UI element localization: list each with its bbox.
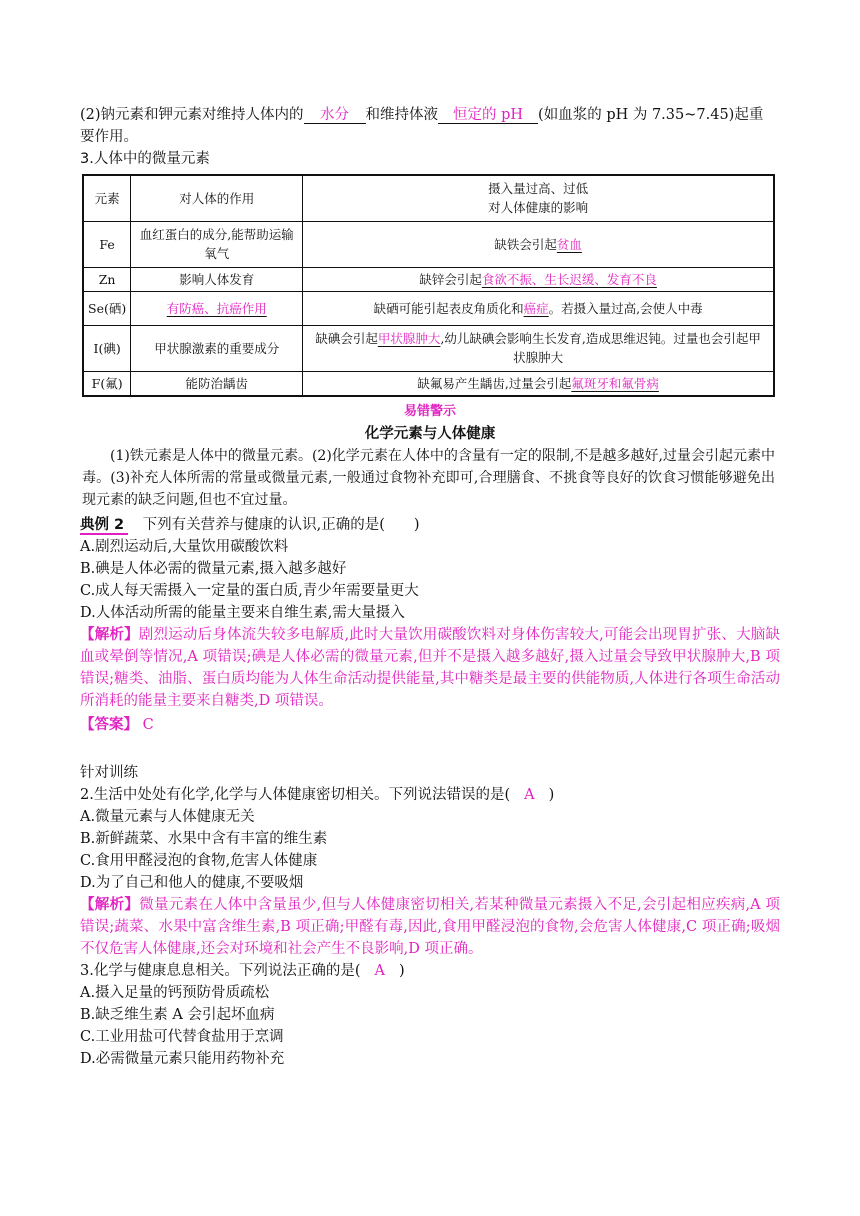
blank-ph: 恒定的 pH <box>438 107 538 124</box>
effect-answer: 食欲不振、生长迟缓、发育不良 <box>481 271 657 287</box>
option-b: B.碘是人体必需的微量元素,摄入越多越好 <box>80 561 347 577</box>
effect-cell <box>303 291 774 325</box>
example-question: 下列有关营养与健康的认识,正确的是( ) <box>142 517 420 533</box>
blank-water: 水分 <box>304 107 366 124</box>
role-cell <box>131 291 303 325</box>
warning-title: 化学元素与人体健康 <box>364 426 496 442</box>
answer-label: 【答案】 <box>80 717 138 733</box>
table-row <box>83 325 774 371</box>
option-c: C.成人每天需摄入一定量的蛋白质,青少年需要量更大 <box>80 583 419 599</box>
effect-cell <box>303 371 774 396</box>
role-cell: 影响人体发育 <box>131 267 303 291</box>
effect-cell <box>303 267 774 291</box>
option-a: A.剧烈运动后,大量饮用碳酸饮料 <box>80 539 289 555</box>
training-section <box>80 762 780 1070</box>
q3-option-d: D.必需微量元素只能用药物补充 <box>80 1051 285 1067</box>
intro-text-b: 和维持体液 <box>365 107 439 123</box>
q3-option-b: B.缺乏维生素 A 会引起坏血病 <box>80 1007 275 1023</box>
effect-text: 缺硒可能引起表皮角质化和 <box>373 300 524 316</box>
q2-analysis <box>80 894 780 960</box>
intro-paragraph <box>80 104 780 170</box>
q3-answer: A <box>374 963 385 979</box>
element-cell: Zn <box>83 267 131 291</box>
q2-analysis-text: 微量元素在人体中含量虽少,但与人体健康密切相关,若某种微量元素摄入不足,会引起相应疾病,A 项错误;蔬菜、水果中富含维生素,B 项正确;甲醛有毒,因此,食用甲醛浸泡的食物,会危害人体健康,C 项正确;吸烟不仅危害人体健康,还会对环境和社会产生不良影响,D 项正确。 <box>80 897 781 957</box>
element-cell: I(碘) <box>83 325 131 371</box>
training-title: 针对训练 <box>80 765 138 781</box>
effect-answer: 氟斑牙和氟骨病 <box>571 375 659 391</box>
q3-option-c: C.工业用盐可代替食盐用于烹调 <box>80 1029 284 1045</box>
intro-text-d: 要作用。 <box>80 129 138 145</box>
role-cell: 甲状腺激素的重要成分 <box>131 325 303 371</box>
header-element: 元素 <box>83 175 131 221</box>
effect-text: 缺铁会引起 <box>494 236 557 252</box>
element-cell: F(氟) <box>83 371 131 396</box>
analysis-label: 【解析】 <box>80 627 139 643</box>
header-role: 对人体的作用 <box>131 175 303 221</box>
option-d: D.人体活动所需的能量主要来自维生素,需大量摄入 <box>80 605 405 621</box>
header-effect-line1: 摄入量过高、过低 <box>488 181 589 197</box>
effect-text-post: 。若摄入量过高,会使人中毒 <box>548 300 703 316</box>
q2-answer: A <box>524 787 535 803</box>
q2-analysis-label: 【解析】 <box>80 897 140 913</box>
table-row <box>83 221 774 267</box>
effect-cell <box>303 221 774 267</box>
effect-answer: 甲状腺肿大 <box>377 331 441 346</box>
role-answer: 有防癌、抗癌作用 <box>166 300 267 316</box>
q3-stem: 3.化学与健康息息相关。下列说法正确的是( <box>80 963 361 979</box>
effect-cell <box>303 325 774 371</box>
trace-element-table <box>82 174 775 397</box>
q3-close: ) <box>398 963 405 979</box>
table-row <box>83 291 774 325</box>
role-cell <box>131 221 303 267</box>
q2-option-c: C.食用甲醛浸泡的食物,危害人体健康 <box>80 853 318 869</box>
element-cell: Fe <box>83 221 131 267</box>
example-tag: 典例 2 <box>80 517 128 535</box>
q2-option-b: B.新鲜蔬菜、水果中含有丰富的维生素 <box>80 831 328 847</box>
effect-text-post2: 状腺肿大 <box>513 350 564 365</box>
warning-body: (1)铁元素是人体中的微量元素。(2)化学元素在人体中的含量有一定的限制,不是越多越好,过量会引起元素中毒。(3)补充人体所需的常量或微量元素,一般通过食物补充即可,合理膳食、不挑食等良好的饮食习惯能够避免出现元素的缺乏问题,但也不宜过量。 <box>82 448 775 508</box>
header-effect <box>303 175 774 221</box>
q2-close: ) <box>548 787 555 803</box>
table-row <box>83 371 774 396</box>
effect-text: 缺锌会引起 <box>419 271 482 287</box>
header-effect-line2: 对人体健康的影响 <box>488 200 589 216</box>
example-2 <box>80 514 780 736</box>
analysis-text: 剧烈运动后身体流失较多电解质,此时大量饮用碳酸饮料对身体伤害较大,可能会出现胃扩张、大脑缺血或晕倒等情况,A 项错误;碘是人体必需的微量元素,但并不是摄入越多越好,摄入过量会导致甲状腺肿大,B 项错误;糖类、油脂、蛋白质均能为人体生命活动提供能量,其中糖类是最主要的供能物质,人体进行各项生命活动所消耗的能量主要来自糖类,D 项错误。 <box>80 627 781 709</box>
effect-answer: 癌症 <box>523 300 549 316</box>
effect-text-post: ,幼儿缺碘会影响生长发育,造成思维迟钝。过量也会引起甲 <box>440 331 761 346</box>
section-title-trace-elements: 3.人体中的微量元素 <box>80 151 210 167</box>
answer-value: C <box>142 717 154 733</box>
intro-text-c: (如血浆的 pH 为 7.35~7.45)起重 <box>538 107 764 123</box>
intro-text-a: (2)钠元素和钾元素对维持人体内的 <box>80 107 304 123</box>
role-line1: 血红蛋白的成分,能帮助运输 <box>139 227 294 242</box>
table-row <box>83 267 774 291</box>
role-line2: 氧气 <box>204 246 230 261</box>
table-header-row <box>83 175 774 221</box>
q2-stem: 2.生活中处处有化学,化学与人体健康密切相关。下列说法错误的是( <box>80 787 511 803</box>
element-cell: Se(硒) <box>83 291 131 325</box>
q3-option-a: A.摄入足量的钙预防骨质疏松 <box>80 985 270 1001</box>
q2-option-d: D.为了自己和他人的健康,不要吸烟 <box>80 875 304 891</box>
example-analysis <box>80 624 780 712</box>
effect-text: 缺碘会引起 <box>315 331 378 346</box>
effect-text: 缺氟易产生龋齿,过量会引起 <box>417 375 572 391</box>
q2-option-a: A.微量元素与人体健康无关 <box>80 809 255 825</box>
warning-label: 易错警示 <box>403 404 456 419</box>
role-cell: 能防治龋齿 <box>131 371 303 396</box>
effect-answer: 贫血 <box>556 236 582 252</box>
